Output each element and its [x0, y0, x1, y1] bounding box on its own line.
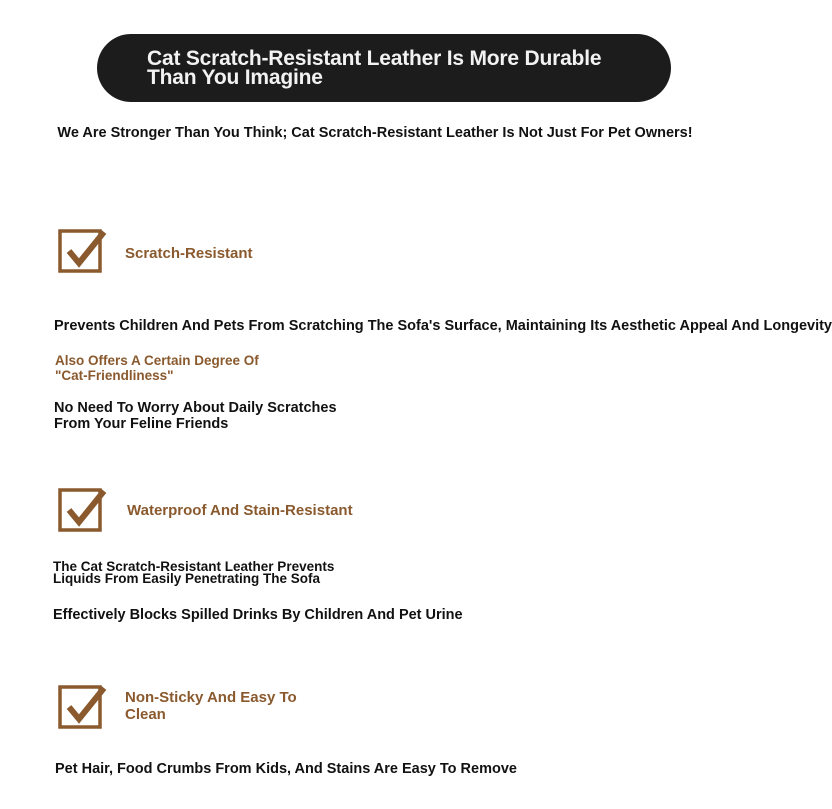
feature-1-text-1: Prevents Children And Pets From Scratching The Sofa's Surface, Maintaining Its Aesthetic Appeal And Longevity [54, 318, 832, 334]
feature-2-text-1: The Cat Scratch-Resistant Leather Prevents Liquids From Easily Penetrating The Sofa [53, 559, 335, 586]
feature-3-text-1: Pet Hair, Food Crumbs From Kids, And Stains Are Easy To Remove [55, 761, 517, 777]
feature-title-waterproof: Waterproof And Stain-Resistant [127, 502, 353, 519]
feature-title-scratch-resistant: Scratch-Resistant [125, 245, 253, 262]
header-banner [97, 34, 671, 102]
feature-title-non-sticky: Non-Sticky And Easy To Clean [125, 689, 297, 723]
feature-2-text-2: Effectively Blocks Spilled Drinks By Children And Pet Urine [53, 607, 463, 623]
checkbox-check-icon [57, 682, 107, 732]
checkbox-check-icon [57, 226, 107, 276]
feature-1-text-2: Also Offers A Certain Degree Of "Cat-Friendliness" [55, 353, 259, 383]
banner-title: Cat Scratch-Resistant Leather Is More Durable Than You Imagine [147, 47, 602, 89]
feature-1-text-3: No Need To Worry About Daily Scratches From Your Feline Friends [54, 400, 337, 432]
checkbox-check-icon [57, 485, 107, 535]
page-subtitle: We Are Stronger Than You Think; Cat Scratch-Resistant Leather Is Not Just For Pet Owners! [57, 125, 693, 141]
